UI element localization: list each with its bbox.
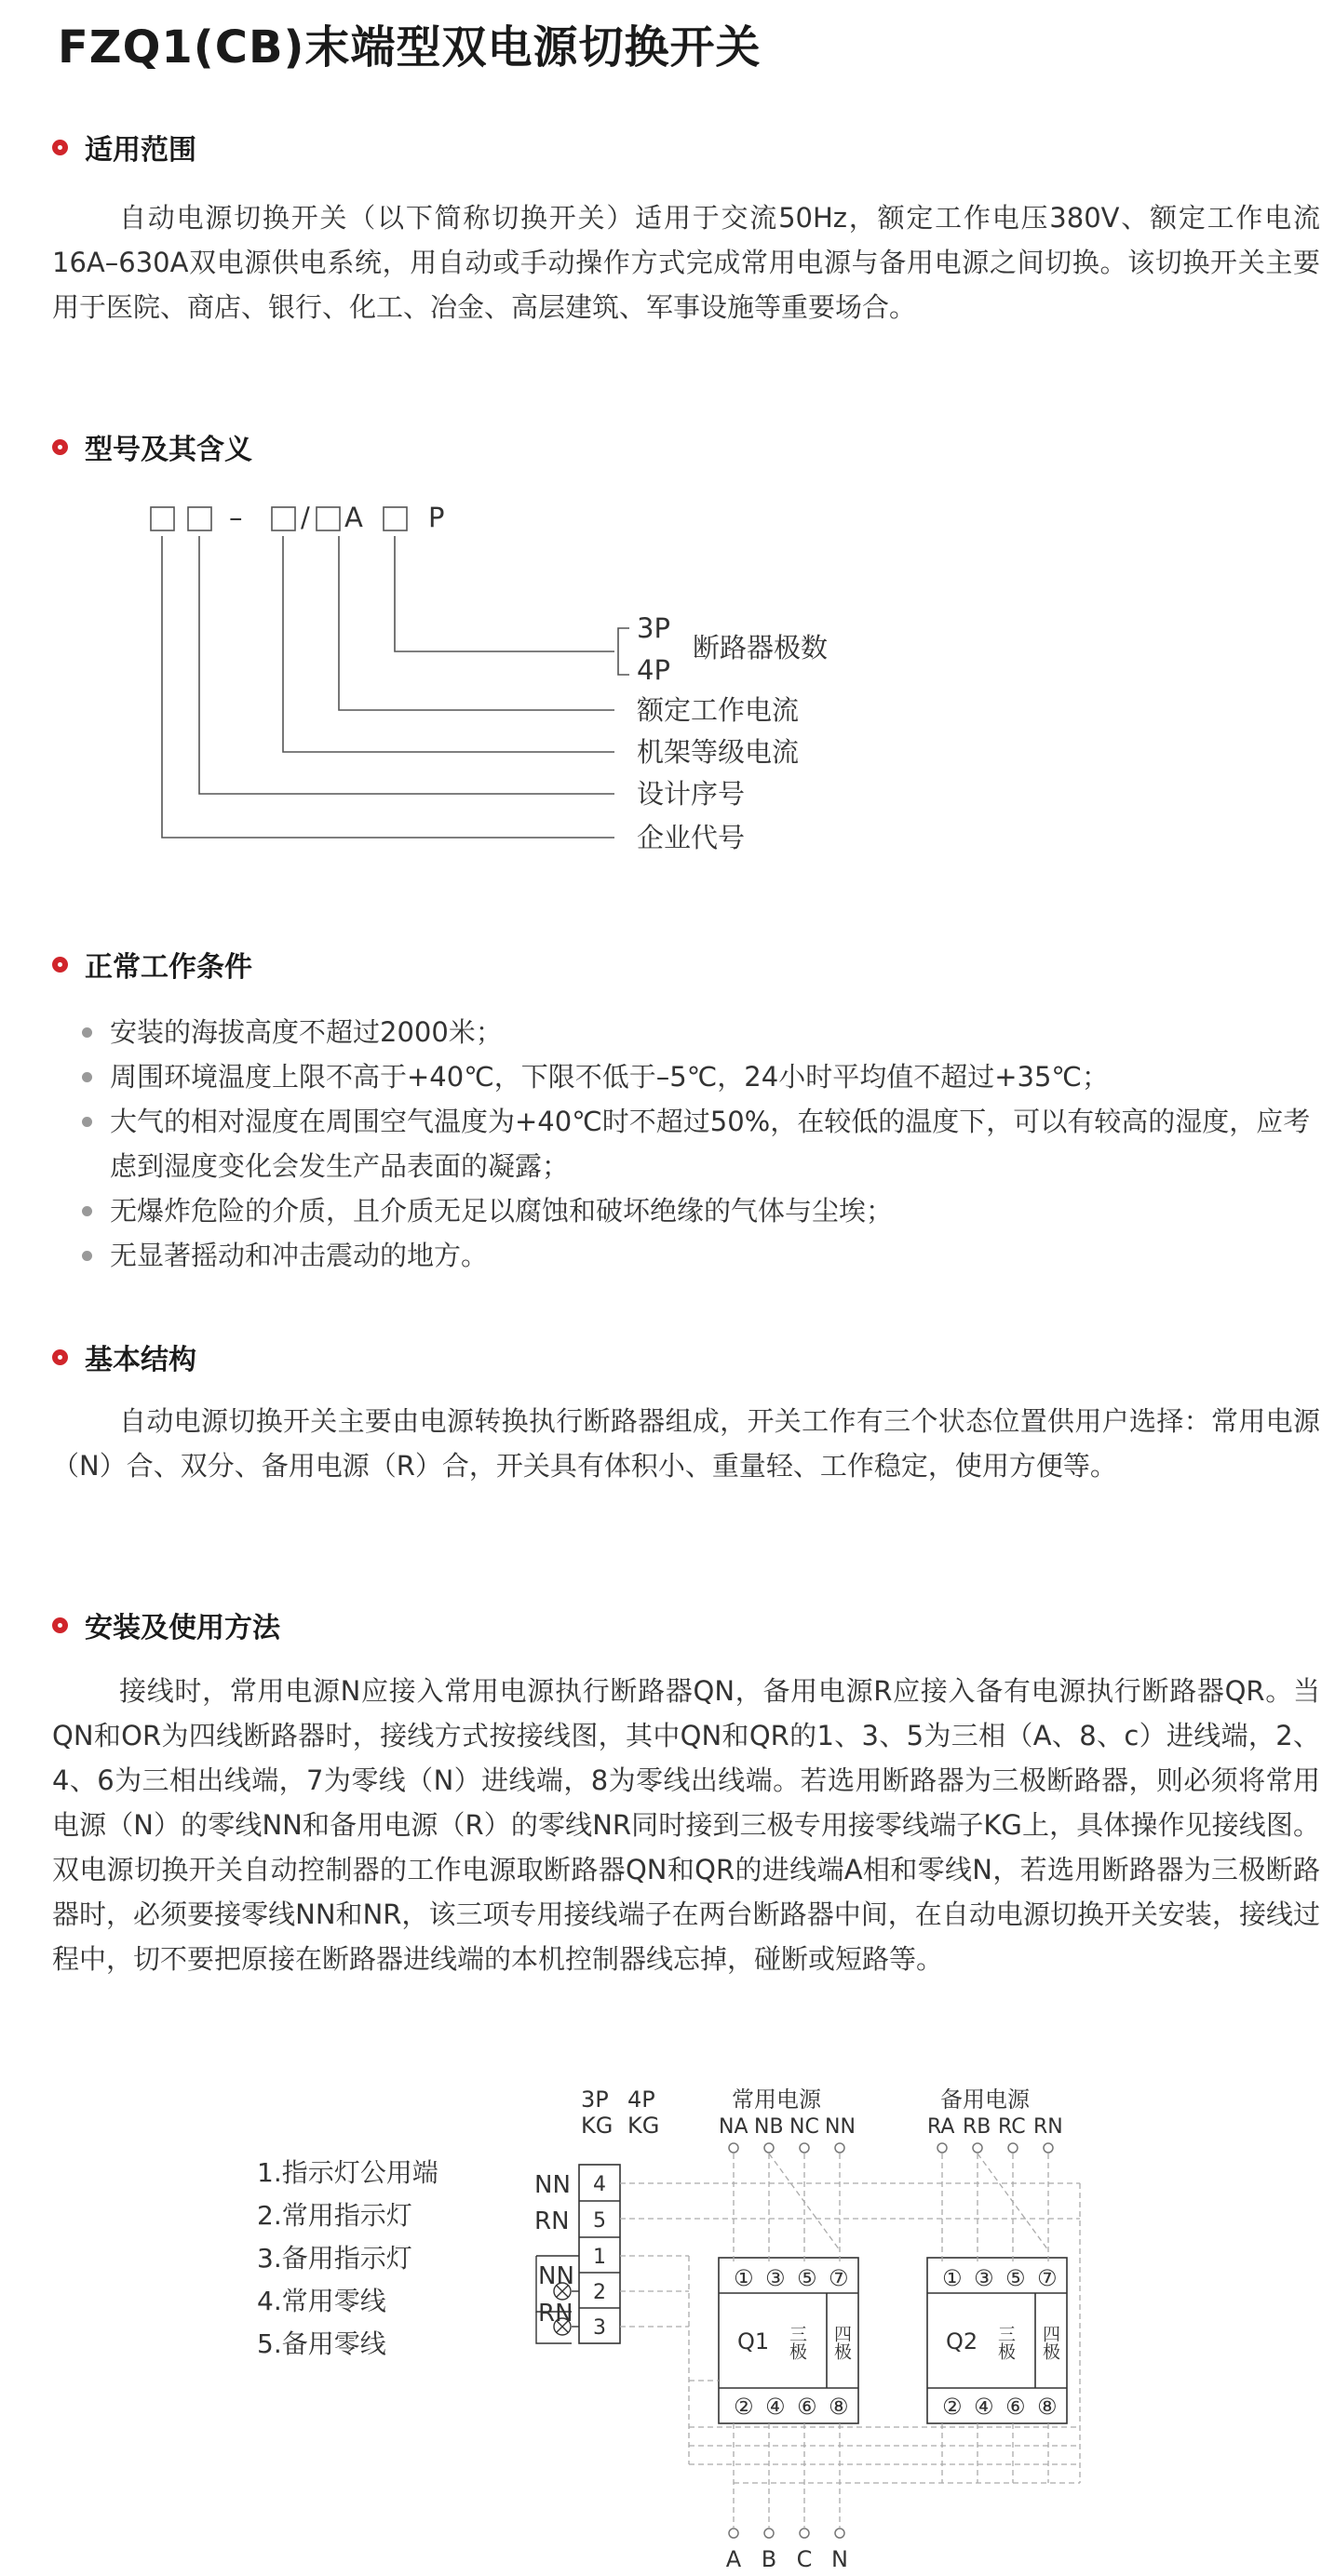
bullet-dot-icon: [52, 1617, 68, 1633]
rn-lamp-label: RN: [538, 2300, 573, 2328]
nn-lamp-label: NN: [538, 2262, 574, 2290]
q1-poles-4-label: 四极: [831, 2325, 852, 2360]
code-dash: –: [229, 502, 243, 533]
output-label: C: [796, 2546, 813, 2572]
scope-paragraph: 自动电源切换开关（以下简称切换开关）适用于交流50Hz，额定工作电压380V、额定工作电流16A–630A双电源供电系统，用自动或手动操作方式完成常用电源与备用电源之间切换。该切换开关主要用于医院、商店、银行、化工、冶金、高层建筑、军事设施等重要场合。: [52, 202, 1320, 323]
backup-terminal: RA: [927, 2115, 955, 2139]
code-box-2: [188, 507, 211, 530]
terminal-dot-icon: [1044, 2143, 1053, 2153]
q2-bottom-terminal: ②: [942, 2394, 963, 2420]
q1-top-terminal: ⑦: [829, 2265, 849, 2291]
backup-terminal: RB: [963, 2115, 991, 2139]
leader-rated: [339, 536, 614, 710]
q2-top-terminal: ③: [974, 2265, 994, 2291]
install-paragraph: 接线时，常用电源N应接入常用电源执行断路器QN，备用电源R应接入备有电源执行断路器QR。当QN和OR为四线断路器时，接线方式按接线图，其中QN和QR的1、3、5为三相（A、8、c）进线端，2、4、6为三相出线端，7为零线（N）进线端，8为零线出线端。若选用断路器为三极断路器，则必须将常用电源（N）的零线NN和备用电源（R）的零线NR同时接到三极专用接零线端子KG上，具体操作见接线图。双电源切换开关自动控制器的工作电源取断路器QN和QR的进线端A相和零线N，若选用断路器为三极断路器时，必须要接零线NN和NR，该三项专用接线端子在两台断路器中间，在自动电源切换开关安装，接线过程中，切不要把原接在断路器进线端的本机控制器线忘掉，碰断或短路等。: [52, 1675, 1320, 1975]
output-dot-icon: [800, 2529, 809, 2538]
backup-terminal: RN: [1033, 2115, 1063, 2139]
bullet-icon: [82, 1072, 92, 1082]
code-a: A: [344, 502, 363, 533]
rn-label: RN: [534, 2207, 570, 2235]
label-rated-current: 额定工作电流: [637, 694, 800, 726]
terminal-number: 5: [593, 2209, 606, 2233]
legend-item: 1.指示灯公用端: [257, 2157, 438, 2188]
section-heading-text: 基本结构: [85, 1344, 196, 1376]
terminal-dot-icon: [973, 2143, 982, 2153]
bullet-icon: [82, 1027, 92, 1038]
normal-terminal: NN: [825, 2115, 856, 2139]
q1-bottom-terminal: ⑥: [797, 2394, 817, 2420]
normal-source-label: 常用电源: [732, 2086, 821, 2113]
nn-label: NN: [534, 2171, 571, 2199]
leader-company: [162, 536, 614, 838]
q1-bottom-terminal: ④: [765, 2394, 786, 2420]
leader-poles: [395, 536, 614, 651]
q1-label: Q1: [737, 2328, 770, 2355]
terminal-dot-icon: [764, 2143, 774, 2153]
code-slash: /: [301, 502, 310, 533]
terminal-number: 3: [593, 2316, 606, 2340]
q1-bottom-terminal: ⑧: [829, 2394, 849, 2420]
output-label: A: [725, 2546, 742, 2572]
output-dot-icon: [729, 2529, 738, 2538]
list-item: 无爆炸危险的介质，且介质无足以腐蚀和破坏绝缘的气体与尘埃；: [52, 1188, 1320, 1233]
label-design-no: 设计序号: [637, 778, 746, 810]
label-frame-current: 机架等级电流: [637, 736, 800, 768]
list-item: 周围环境温度上限不高于+40℃，下限不低于–5℃，24小时平均值不超过+35℃；: [52, 1054, 1320, 1099]
bullet-icon: [82, 1117, 92, 1127]
output-dot-icon: [764, 2529, 774, 2538]
pole-3p: 3P: [637, 612, 670, 644]
backup-terminal: RC: [998, 2115, 1026, 2139]
q1-top-terminal: ①: [734, 2265, 754, 2291]
legend-item: 3.备用指示灯: [257, 2243, 412, 2274]
normal-terminal: NC: [789, 2115, 819, 2139]
q1-poles-3-label: 三极: [787, 2325, 807, 2360]
leader-frame: [283, 536, 614, 752]
leader-design: [199, 536, 614, 794]
q2-top-terminal: ⑦: [1037, 2265, 1058, 2291]
section-heading-conditions: [52, 944, 252, 985]
bullet-icon: [82, 1251, 92, 1261]
section-heading-install: [52, 1604, 280, 1645]
code-p: P: [428, 502, 445, 533]
backup-source-label: 备用电源: [940, 2086, 1030, 2113]
q2-poles-4-label: 四极: [1040, 2325, 1060, 2360]
list-item: 大气的相对湿度在周围空气温度为+40℃时不超过50%，在较低的温度下，可以有较高的湿度，应考虑到湿度变化会发生产品表面的凝露；: [52, 1099, 1320, 1188]
legend-item: 5.备用零线: [257, 2328, 386, 2359]
normal-terminal: NA: [719, 2115, 748, 2139]
q2-poles-3-label: 三极: [995, 2325, 1016, 2360]
output-label: B: [761, 2546, 777, 2572]
list-item: 无显著摇动和冲击震动的地方。: [52, 1233, 1320, 1278]
kg-label: KG: [627, 2113, 660, 2139]
code-box-3: [272, 507, 295, 530]
section-heading-structure: [52, 1336, 196, 1377]
pole-bracket: [618, 628, 629, 675]
terminal-dot-icon: [800, 2143, 809, 2153]
terminal-dot-icon: [1008, 2143, 1018, 2153]
q2-bottom-terminal: ⑧: [1037, 2394, 1058, 2420]
model-code-diagram: [0, 484, 1335, 865]
normal-terminal: NB: [754, 2115, 784, 2139]
conditions-list: [52, 1010, 1320, 1278]
code-box-5: [384, 507, 407, 530]
q1-top-terminal: ③: [765, 2265, 786, 2291]
q2-top-terminal: ⑤: [1005, 2265, 1026, 2291]
page-title: FZQ1(CB)末端型双电源切换开关: [58, 21, 762, 74]
legend-item: 4.常用零线: [257, 2286, 386, 2316]
label-company-code: 企业代号: [637, 822, 746, 853]
terminal-dot-icon: [835, 2143, 844, 2153]
legend-item: 2.常用指示灯: [257, 2200, 412, 2231]
kg-label: KG: [581, 2113, 614, 2139]
label-poles: 断路器极数: [693, 632, 829, 664]
q2-top-terminal: ①: [942, 2265, 963, 2291]
kg-4p-label: 4P: [627, 2086, 655, 2113]
code-box-4: [317, 507, 340, 530]
output-label: N: [831, 2546, 848, 2572]
bullet-dot-icon: [52, 1349, 68, 1365]
bullet-dot-icon: [52, 957, 68, 973]
section-heading-text: 安装及使用方法: [85, 1612, 280, 1644]
terminal-dot-icon: [937, 2143, 947, 2153]
bullet-icon: [82, 1206, 92, 1216]
section-heading-model: [52, 426, 252, 467]
section-heading-text: 适用范围: [85, 134, 196, 167]
kg-3p-label: 3P: [581, 2086, 609, 2113]
section-heading-scope: [52, 127, 196, 168]
pole-4p: 4P: [637, 654, 670, 686]
q1-bottom-terminal: ②: [734, 2394, 754, 2420]
section-heading-text: 型号及其含义: [85, 434, 252, 466]
q2-bottom-terminal: ④: [974, 2394, 994, 2420]
terminal-number: 4: [593, 2173, 606, 2196]
code-box-1: [151, 507, 174, 530]
q2-label: Q2: [946, 2328, 978, 2355]
q1-top-terminal: ⑤: [797, 2265, 817, 2291]
structure-paragraph: 自动电源切换开关主要由电源转换执行断路器组成，开关工作有三个状态位置供用户选择：常用电源（N）合、双分、备用电源（R）合，开关具有体积小、重量轻、工作稳定，使用方便等。: [52, 1405, 1320, 1482]
section-heading-text: 正常工作条件: [85, 951, 252, 984]
bullet-dot-icon: [52, 439, 68, 455]
bullet-dot-icon: [52, 140, 68, 155]
wiring-diagram: [0, 2073, 1335, 2576]
terminal-number: 2: [593, 2281, 606, 2304]
q2-bottom-terminal: ⑥: [1005, 2394, 1026, 2420]
output-dot-icon: [835, 2529, 844, 2538]
terminal-number: 1: [593, 2246, 606, 2269]
terminal-dot-icon: [729, 2143, 738, 2153]
list-item: 安装的海拔高度不超过2000米；: [52, 1010, 1320, 1054]
